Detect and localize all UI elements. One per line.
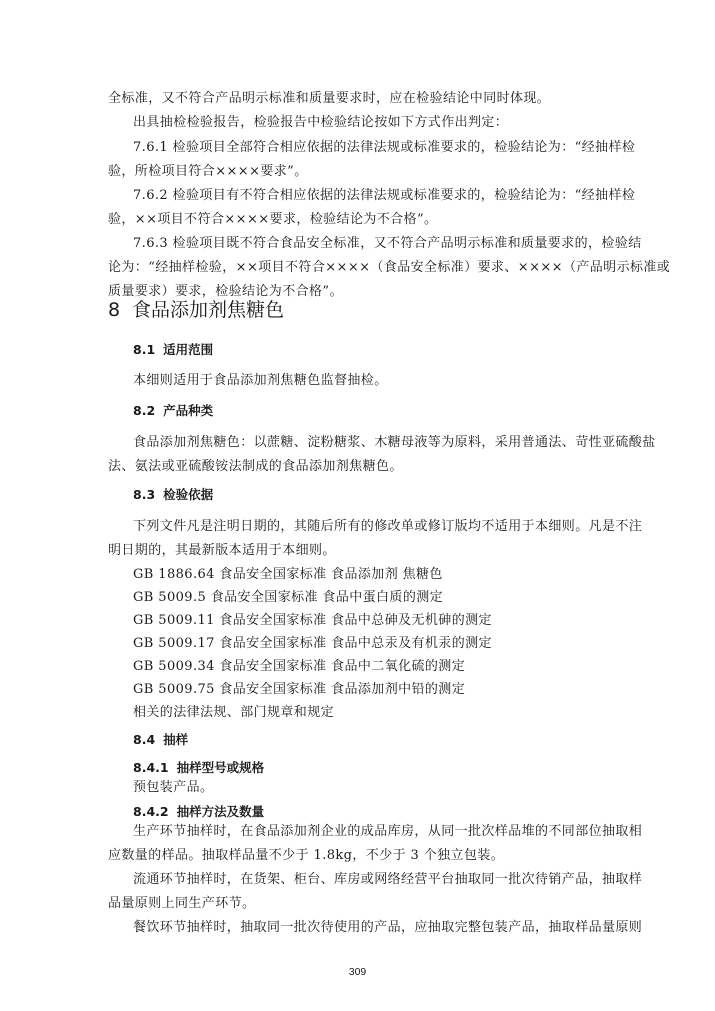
clause-7-6-3: 7.6.3 检验项目既不符合食品安全标准，又不符合产品明示标准和质量要求的，检验结: [133, 236, 642, 251]
subsection-title: 抽样型号或规格: [176, 760, 265, 775]
subsection-heading-8-1: [0, 340, 715, 360]
subsection-number: 8.4: [133, 732, 156, 747]
subsection-heading-8-3: [0, 485, 715, 505]
paragraph-line: 品量原则上同生产环节。: [108, 896, 256, 911]
reference-item: GB 5009.34 食品安全国家标准 食品中二氧化硫的测定: [133, 659, 466, 674]
paragraph-line: 生产环节抽样时，在食品添加剂企业的成品库房，从同一批次样品堆的不同部位抽取相: [133, 824, 643, 839]
subsection-title: 适用范围: [163, 342, 214, 357]
clause-7-6-1-cont: 验，所检项目符合××××要求”。: [108, 164, 308, 179]
subsection-number: 8.3: [133, 487, 156, 502]
clause-7-6-2-cont: 验，××项目不符合××××要求，检验结论为不合格”。: [108, 212, 438, 227]
subsection-title: 抽样: [163, 732, 189, 747]
subsection-number: 8.2: [133, 403, 156, 418]
paragraph-line: 下列文件凡是注明日期的，其随后所有的修改单或修订版均不适用于本细则。凡是不注: [133, 519, 643, 534]
reference-item: GB 5009.17 食品安全国家标准 食品中总汞及有机汞的测定: [133, 636, 492, 651]
subsection-title: 产品种类: [163, 403, 214, 418]
paragraph-line: 餐饮环节抽样时，抽取同一批次待使用的产品，应抽取完整包装产品，抽取样品量原则: [133, 920, 643, 935]
paragraph-line: 应数量的样品。抽取样品量不少于 1.8kg，不少于 3 个独立包装。: [108, 848, 505, 863]
reference-item: GB 1886.64 食品安全国家标准 食品添加剂 焦糖色: [133, 567, 443, 582]
paragraph-line: 出具抽检检验报告，检验报告中检验结论按如下方式作出判定：: [133, 115, 509, 130]
subsection-heading-8-2: [0, 401, 715, 421]
paragraph-line: 预包装产品。: [133, 780, 214, 795]
clause-7-6-2: 7.6.2 检验项目有不符合相应依据的法律法规或标准要求的，检验结论为：“经抽样检: [133, 188, 636, 203]
paragraph-line: 法、氨法或亚硫酸铵法制成的食品添加剂焦糖色。: [108, 459, 403, 474]
clause-7-6-3-cont: 质量要求）要求，检验结论为不合格”。: [108, 284, 343, 299]
section-title: 食品添加剂焦糖色: [132, 299, 285, 321]
paragraph-line: 全标准，又不符合产品明示标准和质量要求时，应在检验结论中同时体现。: [108, 91, 551, 106]
reference-item: GB 5009.11 食品安全国家标准 食品中总砷及无机砷的测定: [133, 613, 492, 628]
paragraph-line: 明日期的，其最新版本适用于本细则。: [108, 543, 336, 558]
reference-item: GB 5009.5 食品安全国家标准 食品中蛋白质的测定: [133, 590, 444, 605]
subsection-number: 8.1: [133, 342, 156, 357]
subsection-number: 8.4.2: [133, 804, 169, 819]
paragraph-line: 本细则适用于食品添加剂焦糖色监督抽检。: [133, 373, 388, 388]
subsection-title: 抽样方法及数量: [176, 804, 265, 819]
paragraph-line: 食品添加剂焦糖色：以蔗糖、淀粉糖浆、木糖母液等为原料，采用普通法、苛性亚硫酸盐: [133, 435, 656, 450]
clause-7-6-3-cont: 论为：“经抽样检验，××项目不符合××××（食品安全标准）要求、××××（产品明示标准或: [108, 260, 671, 275]
subsection-number: 8.4.1: [133, 760, 169, 775]
subsection-title: 检验依据: [163, 487, 214, 502]
reference-item: 相关的法律法规、部门规章和规定: [133, 705, 335, 720]
section-number: 8: [108, 299, 121, 321]
clause-7-6-1: 7.6.1 检验项目全部符合相应依据的法律法规或标准要求的，检验结论为：“经抽样检: [133, 140, 636, 155]
paragraph-line: 流通环节抽样时，在货架、柜台、库房或网络经营平台抽取同一批次待销产品，抽取样: [133, 872, 643, 887]
section-heading: [0, 296, 715, 324]
subsection-heading-8-4: [0, 730, 715, 750]
page-number: 309: [348, 966, 367, 978]
reference-item: GB 5009.75 食品安全国家标准 食品添加剂中铅的测定: [133, 682, 466, 697]
